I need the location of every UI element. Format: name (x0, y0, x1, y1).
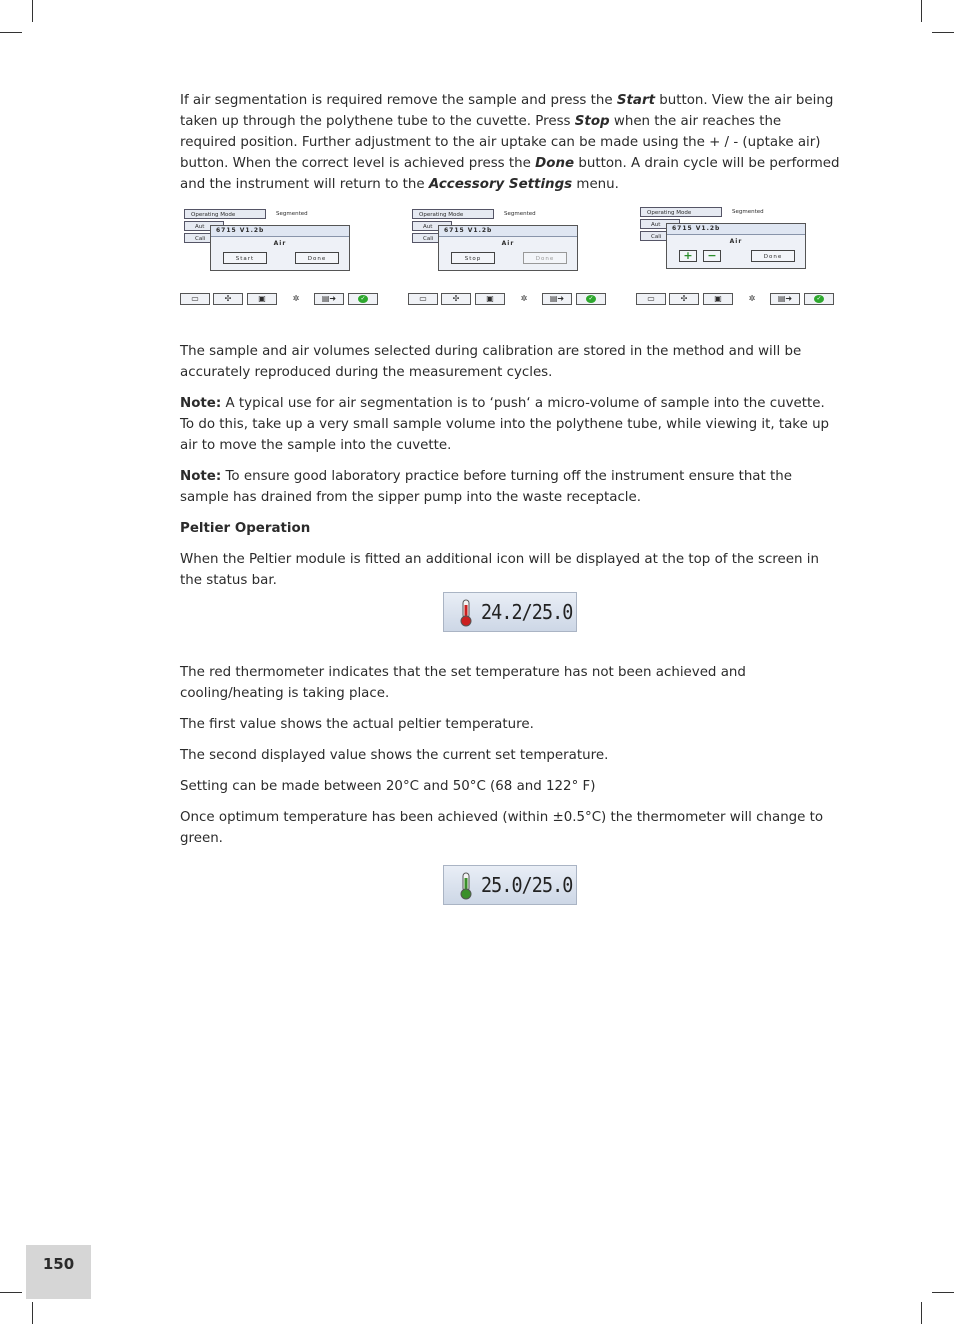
toolbar-button[interactable]: ✣ (669, 293, 699, 305)
crop-mark (932, 1292, 954, 1293)
page-content (180, 90, 840, 905)
keyword-done: Done (535, 156, 575, 171)
crop-mark (921, 0, 922, 22)
keyword-start: Start (616, 93, 655, 108)
paragraph-red-thermometer: The red thermometer indicates that the set temperature has not been achieved and cooling/heating is taking place. (180, 665, 746, 701)
toolbar-button[interactable]: ▭ (636, 293, 666, 305)
dialog-air-label: Air (501, 240, 515, 247)
toolbar-button[interactable]: ✲ (292, 294, 300, 303)
dialog-air-label: Air (729, 238, 743, 245)
cal-button[interactable]: Cali (412, 233, 452, 243)
toolbar (180, 293, 384, 307)
temperature-readout: 24.2/25.0 (481, 600, 573, 624)
paragraph-air-segmentation: If air segmentation is required remove the sample and press the Start button. View the air being taken up through the polythene tube to the cuvette. Press Stop when the air reaches the required position. Further adjustment to the air uptake can be made using the + / - (uptake air) button. When the correct level is achieved press the Done button. A drain cycle will be performed and the instrument will return to the Accessory Settings menu. (180, 93, 840, 192)
check-icon: ✓ (358, 295, 368, 303)
minus-button[interactable]: − (703, 250, 721, 262)
screen-adjust (636, 207, 840, 307)
paragraph-optimum: Once optimum temperature has been achieved (within ±0.5°C) the thermometer will change to green. (180, 810, 824, 846)
check-icon: ✓ (814, 295, 824, 303)
screenshot-strip (180, 209, 840, 325)
toolbar-button[interactable]: ✣ (441, 293, 471, 305)
dialog-air-label: Air (273, 240, 287, 247)
toolbar-button[interactable] (348, 293, 378, 305)
keyword-stop: Stop (574, 114, 610, 129)
auto-button[interactable]: Aut (184, 221, 224, 231)
note-good-practice: Note: To ensure good laboratory practice before turning off the instrument ensure that the sample has drained from the sipper pump into the waste receptacle. (180, 469, 792, 505)
heading-peltier-operation: Peltier Operation (180, 521, 311, 536)
toolbar-button[interactable]: ▭ (408, 293, 438, 305)
status-bar-red (443, 592, 577, 632)
dialog-title: 6715 V1.2b (439, 226, 577, 237)
paragraph-setting-range: Setting can be made between 20°C and 50°C (68 and 122° F) (180, 779, 596, 794)
crop-mark (0, 1292, 22, 1293)
operating-mode-button[interactable]: Operating Mode (184, 209, 266, 219)
temperature-readout: 25.0/25.0 (481, 873, 573, 897)
note-label: Note: (180, 396, 222, 411)
dialog-title: 6715 V1.2b (211, 226, 349, 237)
operating-mode-button[interactable]: Operating Mode (640, 207, 722, 217)
thermometer-green-icon (458, 872, 474, 900)
crop-mark (932, 32, 954, 33)
toolbar-button[interactable]: ▣ (475, 293, 505, 305)
toolbar-button[interactable]: ▤➜ (542, 293, 572, 305)
toolbar-button[interactable]: ▭ (180, 293, 210, 305)
done-button[interactable]: Done (295, 252, 339, 264)
paragraph-volumes: The sample and air volumes selected during calibration are stored in the method and will be accurately reproduced during the measurement cycles. (180, 344, 802, 380)
crop-mark (32, 0, 33, 22)
operating-mode-button[interactable]: Operating Mode (412, 209, 494, 219)
air-dialog (438, 225, 578, 271)
screen-start (180, 209, 384, 309)
page-number: 150 (42, 1255, 75, 1273)
crop-mark (32, 1302, 33, 1324)
toolbar-button[interactable]: ✲ (520, 294, 528, 303)
thermometer-red-icon (458, 599, 474, 627)
crop-mark (921, 1302, 922, 1324)
toolbar (636, 293, 840, 307)
done-button[interactable]: Done (751, 250, 795, 262)
mode-value: Segmented (732, 209, 764, 215)
start-button[interactable]: Start (223, 252, 267, 264)
toolbar-button[interactable]: ▤➜ (314, 293, 344, 305)
toolbar-button[interactable]: ▣ (703, 293, 733, 305)
paragraph-second-value: The second displayed value shows the current set temperature. (180, 748, 609, 763)
crop-mark (0, 32, 22, 33)
auto-button[interactable]: Aut (412, 221, 452, 231)
dialog-title: 6715 V1.2b (667, 224, 805, 235)
cal-button[interactable]: Cali (640, 231, 680, 241)
cal-button[interactable]: Cali (184, 233, 224, 243)
air-dialog (210, 225, 350, 271)
done-button[interactable]: Done (523, 252, 567, 264)
paragraph-peltier-intro: When the Peltier module is fitted an additional icon will be displayed at the top of the screen in the status bar. (180, 552, 819, 588)
note-label: Note: (180, 469, 222, 484)
check-icon: ✓ (586, 295, 596, 303)
screen-stop (408, 209, 612, 309)
toolbar-button[interactable]: ✲ (748, 294, 756, 303)
page-number-box (26, 1245, 91, 1299)
toolbar-button[interactable]: ▤➜ (770, 293, 800, 305)
status-bar-green (443, 865, 577, 905)
keyword-accessory-settings: Accessory Settings (428, 177, 573, 192)
stop-button[interactable]: Stop (451, 252, 495, 264)
auto-button[interactable]: Aut (640, 219, 680, 229)
mode-value: Segmented (504, 211, 536, 217)
toolbar (408, 293, 612, 307)
toolbar-button[interactable] (576, 293, 606, 305)
air-dialog (666, 223, 806, 269)
toolbar-button[interactable]: ▣ (247, 293, 277, 305)
paragraph-first-value: The first value shows the actual peltier temperature. (180, 717, 534, 732)
plus-button[interactable]: + (679, 250, 697, 262)
mode-value: Segmented (276, 211, 308, 217)
toolbar-button[interactable] (804, 293, 834, 305)
toolbar-button[interactable]: ✣ (213, 293, 243, 305)
note-air-segmentation: Note: A typical use for air segmentation is to ‘push‘ a micro-volume of sample into the cuvette. To do this, take up a very small sample volume into the polythene tube, while viewing it, take up air to move the sample into the cuvette. (180, 396, 830, 453)
